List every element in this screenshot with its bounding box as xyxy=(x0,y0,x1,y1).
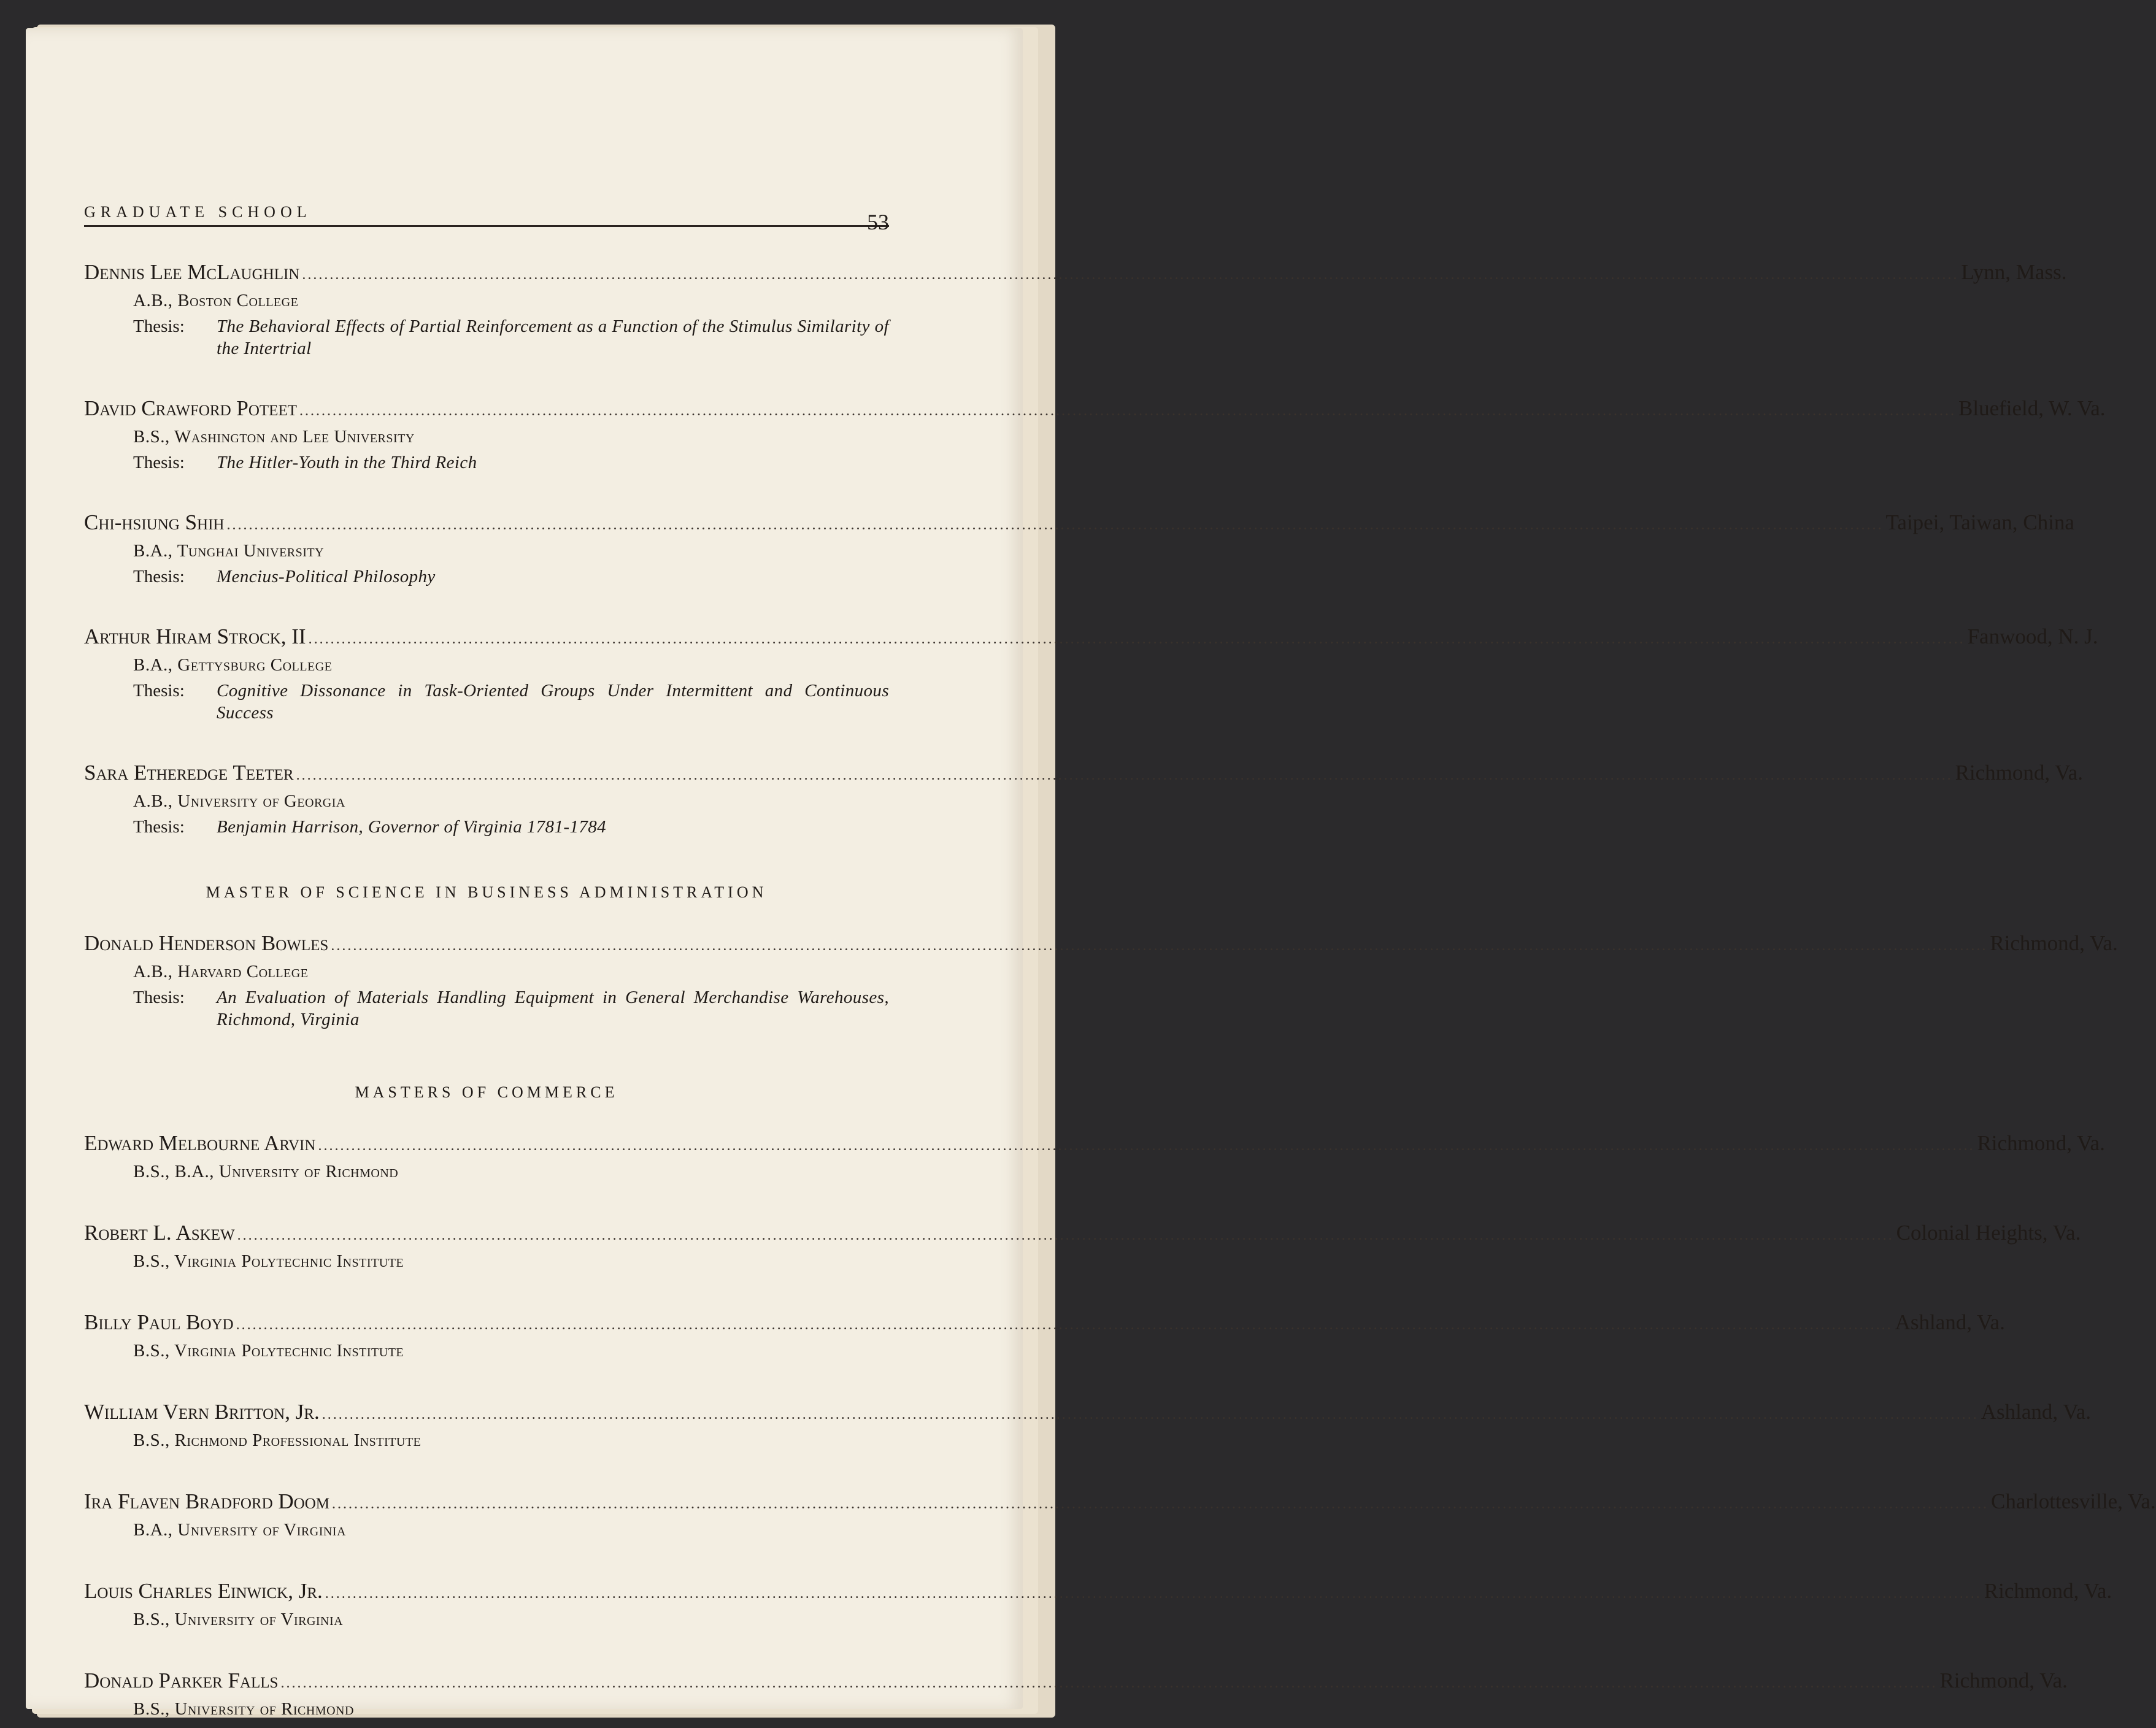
graduate-name: Arthur Hiram Strock, II xyxy=(84,624,306,648)
graduate-entry xyxy=(84,509,2074,588)
thesis-label: Thesis: xyxy=(133,988,185,1007)
name-line xyxy=(84,1130,2105,1159)
prior-degree: A.B., Boston College xyxy=(133,291,299,310)
hometown: Richmond, Va. xyxy=(1977,1131,2105,1155)
hometown: Richmond, Va. xyxy=(1939,1668,2068,1692)
thesis-label: Thesis: xyxy=(133,817,185,837)
thesis-title: Benjamin Harrison, Governor of Virginia 1781-1784 xyxy=(217,817,607,837)
dot-leader: ............................................................................................................................................................................................................................................................................................................ xyxy=(321,1407,1979,1423)
thesis-title: The Behavioral Effects of Partial Reinforcement as a Function of the Stimulus Similarity of the Intertrial xyxy=(217,317,889,358)
hometown: Charlottesville, Va. xyxy=(1991,1489,2156,1513)
hometown: Colonial Heights, Va. xyxy=(1896,1221,2081,1245)
name-line xyxy=(84,1219,2081,1249)
thesis-title: The Hitler-Youth in the Third Reich xyxy=(217,453,477,472)
running-head xyxy=(84,191,889,234)
name-line xyxy=(84,930,2118,959)
dot-leader: ............................................................................................................................................................................................................................................................................................................ xyxy=(299,403,1956,419)
hometown: Ashland, Va. xyxy=(1895,1310,2005,1334)
name-line xyxy=(84,1667,2068,1697)
dot-leader: ............................................................................................................................................................................................................................................................................................................ xyxy=(332,1496,1989,1512)
thesis-label: Thesis: xyxy=(133,567,185,586)
prior-degree: B.S., Washington and Lee University xyxy=(133,427,415,447)
thesis-title: Cognitive Dissonance in Task-Oriented Groups Under Intermittent and Continuous Success xyxy=(217,681,889,723)
section-heading-msba: MASTER OF SCIENCE IN BUSINESS ADMINISTRATION xyxy=(206,883,768,901)
name-line xyxy=(84,1399,2091,1428)
hometown: Richmond, Va. xyxy=(1990,931,2118,955)
thesis xyxy=(133,315,889,359)
name-line xyxy=(84,1578,2112,1607)
prior-degree: B.S., University of Richmond xyxy=(133,1699,354,1719)
name-line xyxy=(84,259,2067,288)
thesis xyxy=(133,451,889,474)
name-line xyxy=(84,1309,2005,1338)
graduate-name: Sara Etheredge Teeter xyxy=(84,761,294,785)
graduate-entry xyxy=(84,623,2098,724)
graduate-name: David Crawford Poteet xyxy=(84,396,297,420)
graduate-entry xyxy=(84,1219,2081,1273)
graduate-entry xyxy=(84,1667,2068,1721)
book-page xyxy=(26,28,2156,1719)
prior-degree: A.B., Harvard College xyxy=(133,962,309,981)
graduate-name: Chi-hsiung Shih xyxy=(84,510,225,534)
graduate-name: Dennis Lee McLaughlin xyxy=(84,260,300,284)
hometown: Richmond, Va. xyxy=(1984,1579,2112,1603)
hometown: Lynn, Mass. xyxy=(1961,260,2067,284)
prior-degree: B.A., University of Virginia xyxy=(133,1520,346,1540)
graduate-name: Billy Paul Boyd xyxy=(84,1310,234,1334)
graduate-name: Donald Parker Falls xyxy=(84,1668,279,1692)
prior-degree: B.S., Richmond Professional Institute xyxy=(133,1430,422,1450)
thesis-label: Thesis: xyxy=(133,453,185,472)
dot-leader: ............................................................................................................................................................................................................................................................................................................ xyxy=(302,267,1959,283)
prior-degree: B.S., University of Virginia xyxy=(133,1610,344,1629)
graduate-entry xyxy=(84,1488,2156,1542)
dot-leader: ............................................................................................................................................................................................................................................................................................................ xyxy=(237,1227,1894,1243)
section-heading-commerce: MASTERS OF COMMERCE xyxy=(355,1083,618,1101)
dot-leader: ............................................................................................................................................................................................................................................................................................................ xyxy=(318,1138,1975,1154)
prior-degree: B.S., Virginia Polytechnic Institute xyxy=(133,1341,404,1361)
dot-leader: ............................................................................................................................................................................................................................................................................................................ xyxy=(280,1675,1938,1691)
dot-leader: ............................................................................................................................................................................................................................................................................................................ xyxy=(325,1586,1982,1602)
graduate-entry xyxy=(84,1578,2112,1632)
thesis-title: An Evaluation of Materials Handling Equipment in General Merchandise Warehouses, Richmond, Virginia xyxy=(217,988,889,1029)
name-line xyxy=(84,1488,2156,1518)
prior-degree: B.A., Gettysburg College xyxy=(133,655,333,675)
graduate-entry xyxy=(84,1399,2091,1453)
page-content xyxy=(84,191,2156,1721)
graduate-entry xyxy=(84,1309,2005,1363)
graduate-name: Louis Charles Einwick, Jr. xyxy=(84,1579,323,1603)
hometown: Ashland, Va. xyxy=(1981,1400,2091,1424)
prior-degree: B.S., B.A., University of Richmond xyxy=(133,1162,399,1181)
graduate-name: Donald Henderson Bowles xyxy=(84,931,329,955)
page-number: 53 xyxy=(867,210,889,234)
thesis-label: Thesis: xyxy=(133,317,185,336)
prior-degree: B.S., Virginia Polytechnic Institute xyxy=(133,1251,404,1271)
graduate-entry xyxy=(84,930,2118,1031)
graduate-entry xyxy=(84,1130,2105,1184)
hometown: Richmond, Va. xyxy=(1955,761,2083,785)
dot-leader: ............................................................................................................................................................................................................................................................................................................ xyxy=(308,631,1965,647)
name-line xyxy=(84,623,2098,653)
hometown: Taipei, Taiwan, China xyxy=(1885,510,2074,534)
thesis xyxy=(133,680,889,724)
thesis xyxy=(133,986,889,1031)
prior-degree: A.B., University of Georgia xyxy=(133,791,345,811)
prior-degree: B.A., Tunghai University xyxy=(133,541,325,561)
dot-leader: ............................................................................................................................................................................................................................................................................................................ xyxy=(296,767,1953,783)
name-line xyxy=(84,509,2074,539)
name-line xyxy=(84,759,2083,789)
hometown: Fanwood, N. J. xyxy=(1967,624,2098,648)
graduate-entry xyxy=(84,759,2083,838)
graduate-name: William Vern Britton, Jr. xyxy=(84,1400,320,1424)
dot-leader: ............................................................................................................................................................................................................................................................................................................ xyxy=(236,1317,1893,1333)
graduate-entry xyxy=(84,259,2067,359)
graduate-name: Ira Flaven Bradford Doom xyxy=(84,1489,330,1513)
running-head-title: GRADUATE SCHOOL xyxy=(84,203,312,221)
thesis-label: Thesis: xyxy=(133,681,185,701)
dot-leader: ............................................................................................................................................................................................................................................................................................................ xyxy=(331,938,1988,954)
graduate-name: Edward Melbourne Arvin xyxy=(84,1131,316,1155)
name-line xyxy=(84,395,2106,424)
thesis xyxy=(133,566,889,588)
graduate-name: Robert L. Askew xyxy=(84,1221,235,1245)
thesis-title: Mencius-Political Philosophy xyxy=(217,567,436,586)
hometown: Bluefield, W. Va. xyxy=(1958,396,2106,420)
graduate-entry xyxy=(84,395,2106,474)
dot-leader: ............................................................................................................................................................................................................................................................................................................ xyxy=(226,517,1884,533)
thesis xyxy=(133,816,889,838)
